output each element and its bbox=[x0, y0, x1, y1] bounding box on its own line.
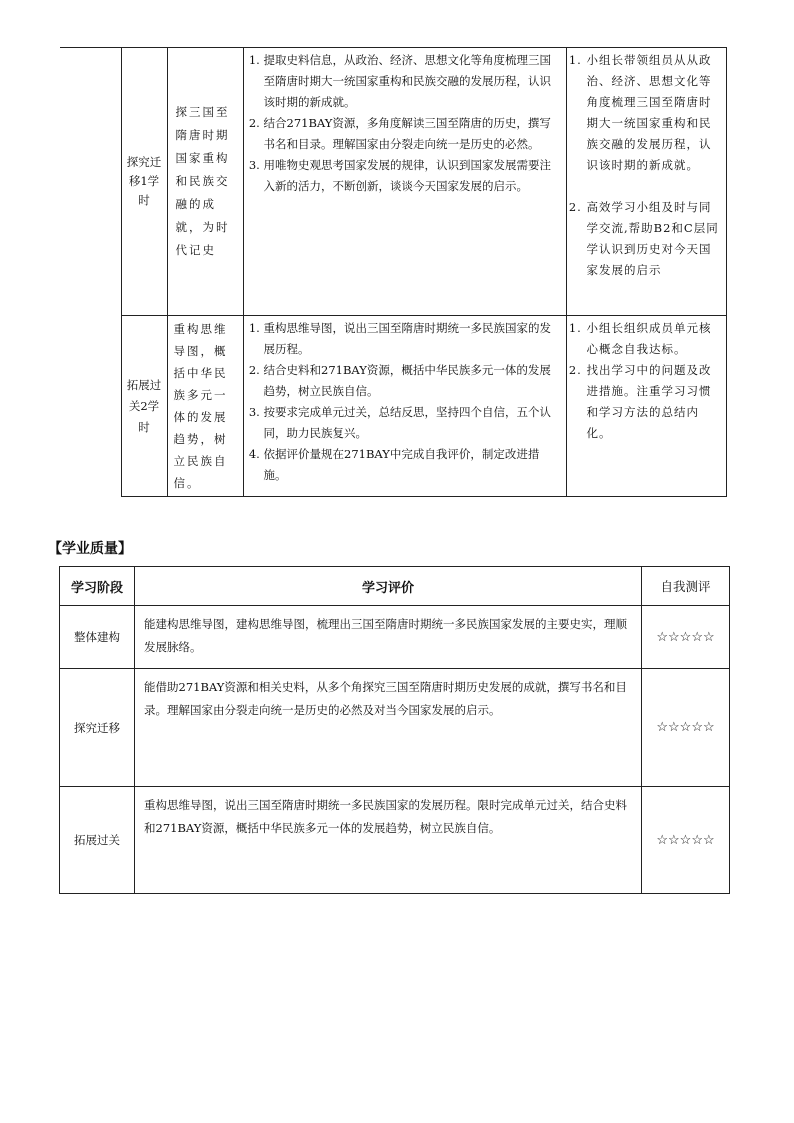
stage-cell: 探究迁移1学时 bbox=[121, 48, 167, 316]
task-cell: 重构思维导图，概括中华民族多元一体的发展趋势，树立民族自信。 bbox=[167, 316, 243, 497]
guidance-cell bbox=[566, 48, 726, 316]
goal-item: 4. 依据评价量规在271BAY中完成自我评价，制定改进措施。 bbox=[264, 444, 560, 486]
goal-item: 2. 结合史料和271BAY资源，概括中华民族多元一体的发展趋势，树立民族自信。 bbox=[264, 360, 560, 402]
header-evaluation: 学习评价 bbox=[135, 567, 642, 606]
header-self: 自我测评 bbox=[642, 567, 730, 606]
quality-row bbox=[60, 606, 730, 669]
guidance-item: 2. 高效学习小组及时与同学交流,帮助B2和C层同学认识到历史对今天国家发展的启示 bbox=[587, 197, 720, 281]
goal-item: 2. 结合271BAY资源，多角度解读三国至隋唐的历史，撰写书名和目录。理解国家由分裂走向统一是历史的必然。 bbox=[264, 113, 560, 155]
stage-cell: 拓展过关 bbox=[60, 787, 135, 894]
evaluation-cell: 重构思维导图，说出三国至隋唐时期统一多民族国家的发展历程。限时完成单元过关，结合史料和271BAY资源，概括中华民族多元一体的发展趋势，树立民族自信。 bbox=[135, 787, 642, 894]
blank-cell bbox=[60, 316, 121, 497]
guidance-cell bbox=[566, 316, 726, 497]
rating-stars: ☆☆☆☆☆ bbox=[642, 669, 730, 787]
goals-cell bbox=[243, 316, 566, 497]
quality-row bbox=[60, 669, 730, 787]
evaluation-cell: 能借助271BAY资源和相关史料，从多个角探究三国至隋唐时期历史发展的成就，撰写书名和目录。理解国家由分裂走向统一是历史的必然及对当今国家发展的启示。 bbox=[135, 669, 642, 787]
evaluation-cell: 能建构思维导图，建构思维导图，梳理出三国至隋唐时期统一多民族国家发展的主要史实，理顺发展脉络。 bbox=[135, 606, 642, 669]
plan-row bbox=[60, 48, 726, 316]
quality-row bbox=[60, 787, 730, 894]
plan-row bbox=[60, 316, 726, 497]
plan-table bbox=[60, 47, 727, 497]
goal-item: 3. 用唯物史观思考国家发展的规律，认识到国家发展需要注入新的活力，不断创新，谈谈今天国家发展的启示。 bbox=[264, 155, 560, 197]
stage-cell: 拓展过关2学时 bbox=[121, 316, 167, 497]
task-cell: 探三国至隋唐时期国家重构和民族交融的成就，为时代记史 bbox=[167, 48, 243, 316]
quality-table bbox=[59, 566, 730, 894]
goal-item: 1. 重构思维导图，说出三国至隋唐时期统一多民族国家的发展历程。 bbox=[264, 318, 560, 360]
guidance-item: 1. 小组长带领组员从从政治、经济、思想文化等角度梳理三国至隋唐时期大一统国家重构和民族交融的发展历程，认识该时期的新成就。 bbox=[587, 50, 720, 176]
guidance-item: 1. 小组长组织成员单元核心概念自我达标。 bbox=[587, 318, 720, 360]
goal-item: 1. 提取史料信息，从政治、经济、思想文化等角度梳理三国至隋唐时期大一统国家重构和民族交融的发展历程，认识该时期的新成就。 bbox=[264, 50, 560, 113]
stage-cell: 整体建构 bbox=[60, 606, 135, 669]
header-stage: 学习阶段 bbox=[60, 567, 135, 606]
goal-item: 3. 按要求完成单元过关，总结反思，坚持四个自信，五个认同，助力民族复兴。 bbox=[264, 402, 560, 444]
rating-stars: ☆☆☆☆☆ bbox=[642, 606, 730, 669]
section-heading: 【学业质量】 bbox=[48, 541, 132, 557]
guidance-item: 2. 找出学习中的问题及改进措施。注重学习习惯和学习方法的总结内化。 bbox=[587, 360, 720, 444]
goals-cell bbox=[243, 48, 566, 316]
stage-cell: 探究迁移 bbox=[60, 669, 135, 787]
header-row bbox=[60, 567, 730, 606]
rating-stars: ☆☆☆☆☆ bbox=[642, 787, 730, 894]
blank-cell bbox=[60, 48, 121, 316]
